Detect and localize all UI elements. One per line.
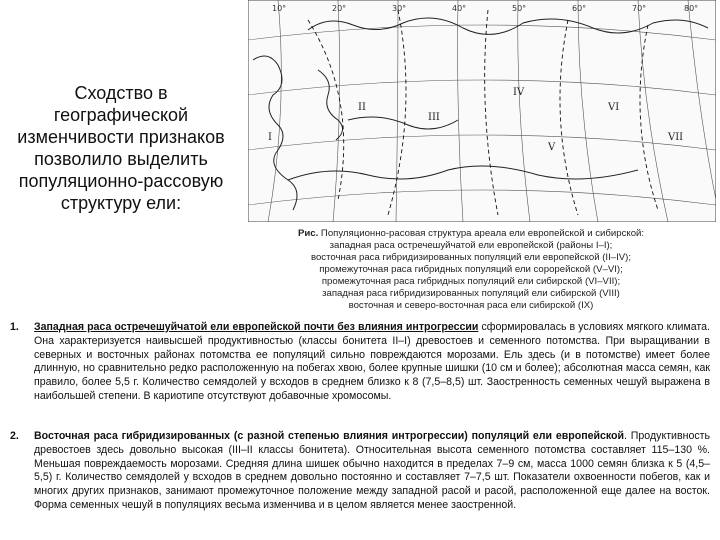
caption-line: промежуточная раса гибридных популяций ели сорорейской (V–VI);: [319, 264, 623, 275]
degree-label: 60°: [572, 4, 587, 13]
figure-caption: [256, 228, 686, 312]
caption-line: западная раса гибридизированных популяций ели сибирской (VIII): [322, 288, 620, 299]
title-line: структуру ели:: [60, 193, 182, 213]
caption-line: западная раса остречешуйчатой ели европейской (районы I–I);: [329, 240, 613, 251]
list-item-eastern-race: [10, 430, 710, 513]
title-line: географической: [53, 105, 189, 125]
caption-lead: Рис.: [297, 228, 319, 239]
region-label: IV: [513, 87, 525, 98]
item-text: . Продуктивность древостоев здесь довольно высокая (III–II классы бонитета). Относительная высота семенного потомства составляет 115–130 %. Меньшая повреждаемость морозами. Средняя длина шишек обычно находится в пределах 7–9 см, масса 1000 семян близка к 5 (4,5–5,5) г. Количество семядолей у всходов в среднем довольно постоянно и составляет 7–7,5 шт. Показатели охвоенности побегов, как и многих других признаков, занимают промежуточное положение между западной расой и расой, расположенной еще далее на восток. Форма семенных чешуй в популяциях весьма изменчива и в целом является менее заостренной.: [34, 430, 711, 511]
degree-label: 20°: [332, 4, 347, 13]
list-item-western-race: [10, 321, 710, 404]
region-label: VI: [608, 102, 620, 113]
degree-label: 10°: [272, 4, 287, 13]
title-line: позволило выделить: [34, 149, 208, 169]
region-label: III: [428, 112, 440, 123]
item-heading: Западная раса остречешуйчатой ели европейской почти без влияния интрогрессии: [34, 321, 479, 333]
region-label: VII: [668, 132, 684, 143]
caption-line: Популяционно-расовая структура ареала ели европейской и сибирской:: [320, 228, 645, 239]
item-number: 1.: [10, 321, 19, 333]
slide-title: [0, 82, 242, 214]
range-map: [248, 0, 716, 222]
caption-line: восточная и северо-восточная раса ели сибирской (IX): [348, 300, 594, 311]
item-number: 2.: [10, 430, 19, 442]
degree-label: 80°: [684, 4, 699, 13]
item-heading: Восточная раса гибридизированных (с разной степенью влияния интрогрессии) популяций ели европейской: [34, 430, 625, 442]
title-line: популяционно-рассовую: [18, 171, 224, 191]
degree-label: 70°: [632, 4, 647, 13]
degree-label: 50°: [512, 4, 527, 13]
region-label: II: [358, 102, 366, 113]
region-label: I: [268, 132, 272, 143]
item-text: сформировалась в условиях мягкого климата. Она характеризуется наивысшей продуктивностью (классы бонитета II–I) древостоев и семенного потомства. При выращивании в северных и восточных районах потомства ее популяций сильно повреждаются морозами. Ель здесь (и в потомстве) имеет более длинную, но сравнительно редко расположенную на побегах хвою, более крупные шишки (10 см и более); абсолютная масса семян, как правило, более 5,5 г. Количество семядолей у всходов в среднем близко к 8 (7,5–8,5) шт. Заостренность семенных чешуй выражена в наибольшей степени. В кариотипе отсутствуют добавочные хромосомы.: [34, 321, 710, 402]
caption-line: промежуточная раса гибридных популяций ели сибирской (VI–VII);: [321, 276, 621, 287]
degree-label: 30°: [392, 4, 407, 13]
title-line: изменчивости признаков: [17, 127, 225, 147]
caption-line: восточная раса гибридизированных популяций ели европейской (II–IV);: [310, 252, 632, 263]
title-line: Сходство в: [74, 83, 168, 103]
degree-label: 40°: [452, 4, 467, 13]
region-label: V: [548, 142, 556, 153]
